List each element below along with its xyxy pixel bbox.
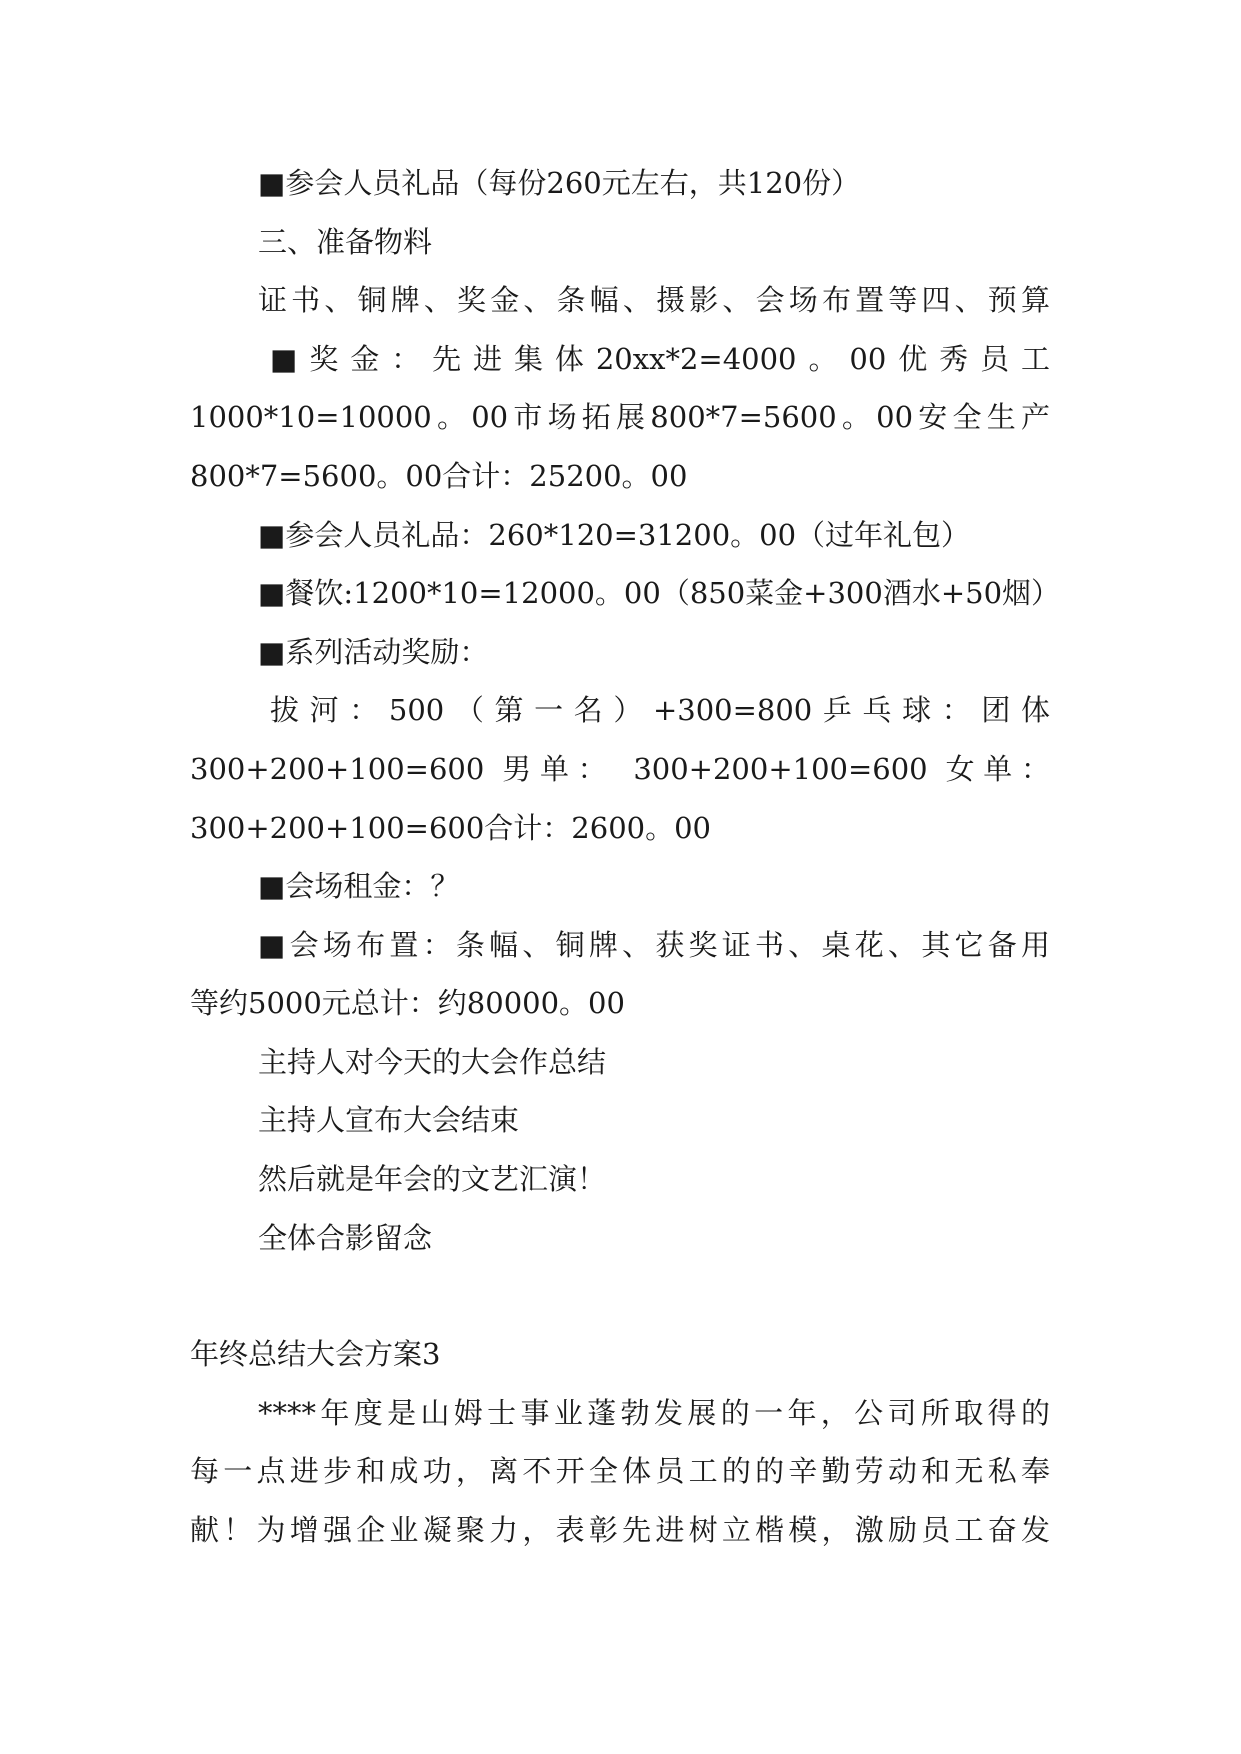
activity-rewards-heading: ■系列活动奖励： <box>258 635 489 669</box>
paragraph-line-1: ****年度是山姆士事业蓬勃发展的一年，公司所取得的 <box>258 1396 1050 1430</box>
paragraph-line-3: 献！为增强企业凝聚力，表彰先进树立楷模，激励员工奋发 <box>190 1513 1050 1547</box>
activity-line-2: 300+200+100=600 男单： 300+200+100=600 女单： <box>190 752 1050 786</box>
performance-line: 然后就是年会的文艺汇演！ <box>258 1162 607 1196</box>
paragraph-line-2: 每一点进步和成功，离不开全体员工的的辛勤劳动和无私奉 <box>190 1454 1050 1488</box>
gift-budget-line: ■参会人员礼品（每份260元左右，共120份） <box>258 166 861 200</box>
host-close-line: 主持人宣布大会结束 <box>258 1103 520 1137</box>
venue-rent-line: ■会场租金：？ <box>258 869 460 903</box>
bonus-line-3: 800*7=5600。00合计：25200。00 <box>190 459 688 493</box>
activity-line-3: 300+200+100=600合计：2600。00 <box>190 811 712 845</box>
group-photo-line: 全体合影留念 <box>258 1221 433 1255</box>
section-heading-materials: 三、准备物料 <box>258 225 433 259</box>
bonus-line-1: ■奖金：先进集体20xx*2=4000。00优秀员工 <box>270 342 1050 376</box>
bonus-line-2: 1000*10=10000。00市场拓展800*7=5600。00安全生产 <box>190 400 1050 434</box>
gift-total-line: ■参会人员礼品：260*120=31200。00（过年礼包） <box>258 518 971 552</box>
activity-line-1: 拔河：500（第一名）+300=800乒乓球：团体 <box>270 693 1050 727</box>
venue-setup-line-2: 等约5000元总计：约80000。00 <box>190 986 625 1020</box>
venue-setup-line-1: ■会场布置：条幅、铜牌、获奖证书、桌花、其它备用 <box>258 928 1050 962</box>
materials-line: 证书、铜牌、奖金、条幅、摄影、会场布置等四、预算 <box>258 283 1050 317</box>
plan-3-title: 年终总结大会方案3 <box>190 1337 441 1371</box>
host-summary-line: 主持人对今天的大会作总结 <box>258 1045 607 1079</box>
catering-line: ■餐饮:1200*10=12000。00（850菜金+300酒水+50烟） <box>258 576 1061 610</box>
